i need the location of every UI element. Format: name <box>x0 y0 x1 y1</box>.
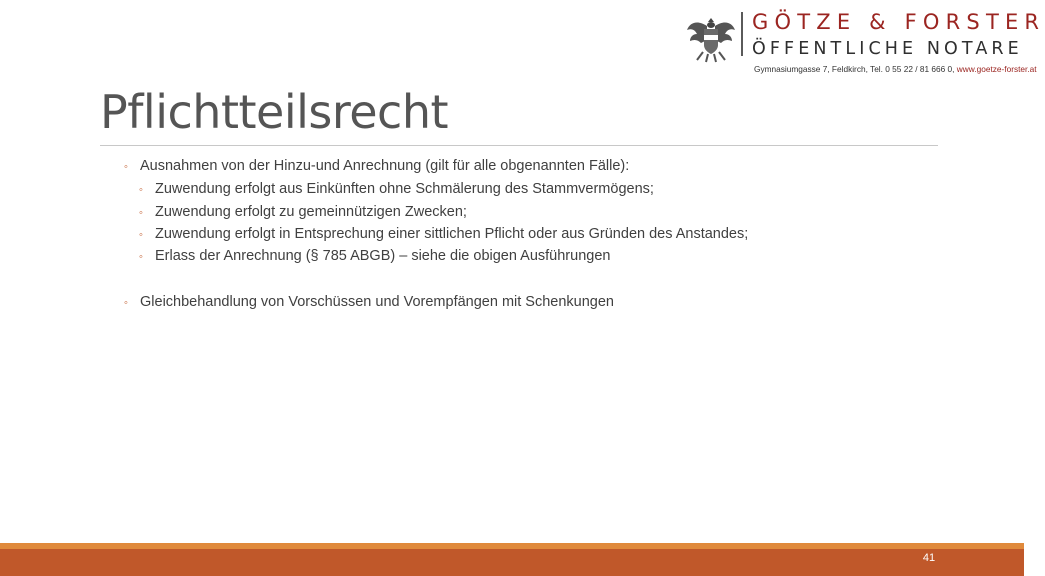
firm-subtitle: ÖFFENTLICHE NOTARE <box>752 39 1023 59</box>
bullet-text: Zuwendung erfolgt zu gemeinnützigen Zwecken; <box>155 204 467 220</box>
firm-name: GÖTZE & FORSTER <box>752 10 1045 34</box>
footer-bar <box>0 549 1024 576</box>
bullet-item <box>124 292 614 313</box>
bullet-marker: ◦ <box>124 161 128 173</box>
title-divider <box>100 145 938 146</box>
bullet-marker: ◦ <box>139 229 143 241</box>
sub-bullet-item <box>139 179 654 200</box>
firm-address-text: Gymnasiumgasse 7, Feldkirch, Tel. 0 55 22 / 81 666 0, <box>754 64 957 74</box>
coat-of-arms-eagle-icon <box>686 12 736 64</box>
bullet-text: Erlass der Anrechnung (§ 785 ABGB) – siehe die obigen Ausführungen <box>155 248 611 264</box>
page-number: 41 <box>922 552 936 564</box>
bullet-text: Gleichbehandlung von Vorschüssen und Vorempfängen mit Schenkungen <box>140 294 614 310</box>
sub-bullet-item <box>139 202 467 223</box>
bullet-marker: ◦ <box>139 251 143 263</box>
sub-bullet-item <box>139 246 610 267</box>
sub-bullet-item <box>139 224 748 245</box>
firm-website-link[interactable]: www.goetze-forster.at <box>956 64 1037 74</box>
bullet-marker: ◦ <box>139 207 143 219</box>
bullet-marker: ◦ <box>124 297 128 309</box>
bullet-item <box>124 156 629 177</box>
bullet-text: Ausnahmen von der Hinzu-und Anrechnung (gilt für alle obgenannten Fälle): <box>140 158 630 174</box>
firm-address <box>754 64 1037 75</box>
logo-divider <box>741 12 743 56</box>
bullet-text: Zuwendung erfolgt in Entsprechung einer sittlichen Pflicht oder aus Gründen des Anstandes; <box>155 226 749 242</box>
bullet-text: Zuwendung erfolgt aus Einkünften ohne Schmälerung des Stammvermögens; <box>155 181 654 197</box>
slide-title: Pflichtteilsrecht <box>100 85 449 139</box>
bullet-marker: ◦ <box>139 184 143 196</box>
